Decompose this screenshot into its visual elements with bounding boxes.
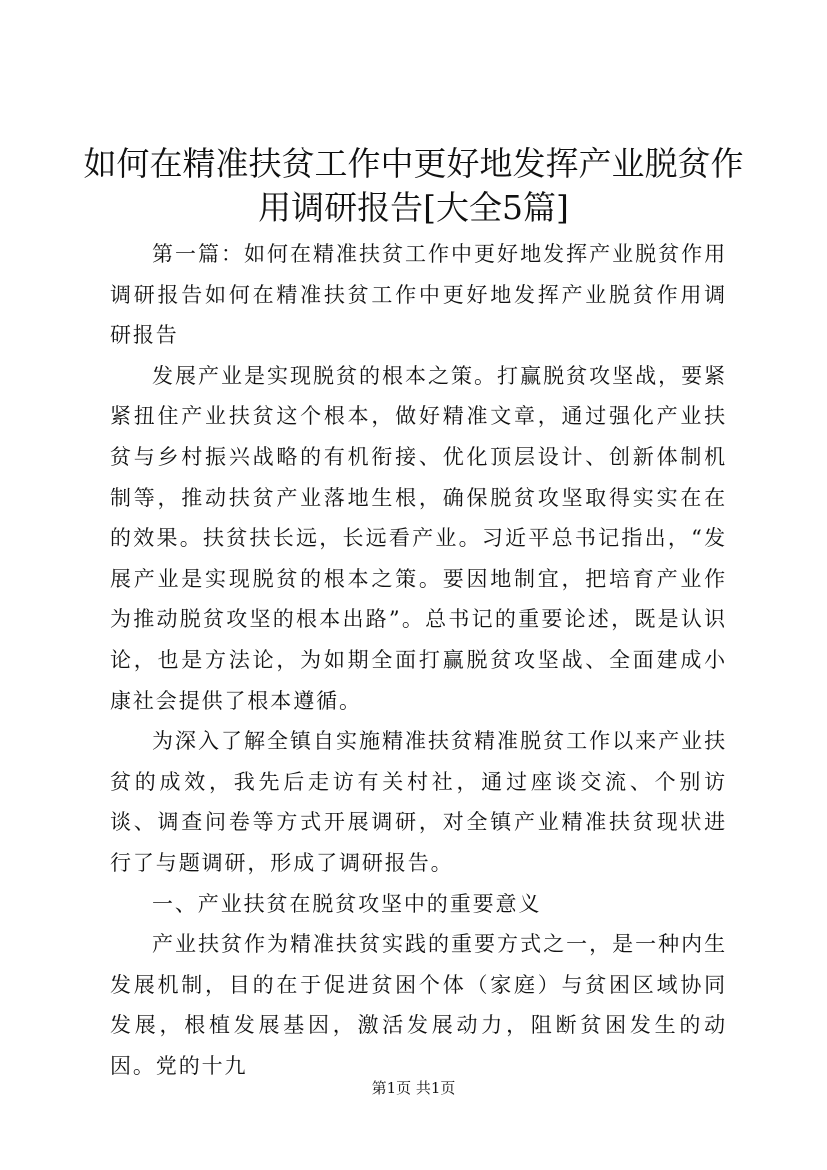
paragraph-research-purpose: 为深入了解全镇自实施精准扶贫精准脱贫工作以来产业扶贫的成效，我先后走访有关村社，通过座谈交流、个别访谈、调查问卷等方式开展调研，对全镇产业精准扶贫现状进行了与题调研，形成了调研报告。 [110,729,727,875]
document-title: 如何在精准扶贫工作中更好地发挥产业脱贫作用调研报告[大全5篇] [83,144,744,227]
page-footer: 第1页 共1页 [371,1079,456,1097]
paragraph-poverty-alleviation-method: 产业扶贫作为精准扶贫实践的重要方式之一，是一种内生发展机制，目的在于促进贫困个体（家庭）与贫困区域协同发展，根植发展基因，激活发展动力，阻断贫困发生的动因。党的十九 [110,932,727,1078]
document-body [110,234,727,1086]
paragraph-chapter-heading: 第一篇：如何在精准扶贫工作中更好地发挥产业脱贫作用调研报告如何在精准扶贫工作中更好地发挥产业脱贫作用调研报告 [110,242,727,348]
section-heading-significance: 一、产业扶贫在脱贫攻坚中的重要意义 [152,891,542,916]
paragraph-industry-development: 发展产业是实现脱贫的根本之策。打赢脱贫攻坚战，要紧紧扭住产业扶贫这个根本，做好精准文章，通过强化产业扶贫与乡村振兴战略的有机衔接、优化顶层设计、创新体制机制等，推动扶贫产业落地生根，确保脱贫攻坚取得实实在在的效果。扶贫扶长远，长远看产业。习近平总书记指出，“发展产业是实现脱贫的根本之策。要因地制宜，把培育产业作为推动脱贫攻坚的根本出路”。总书记的重要论述，既是认识论，也是方法论，为如期全面打赢脱贫攻坚战、全面建成小康社会提供了根本遵循。 [110,363,727,713]
